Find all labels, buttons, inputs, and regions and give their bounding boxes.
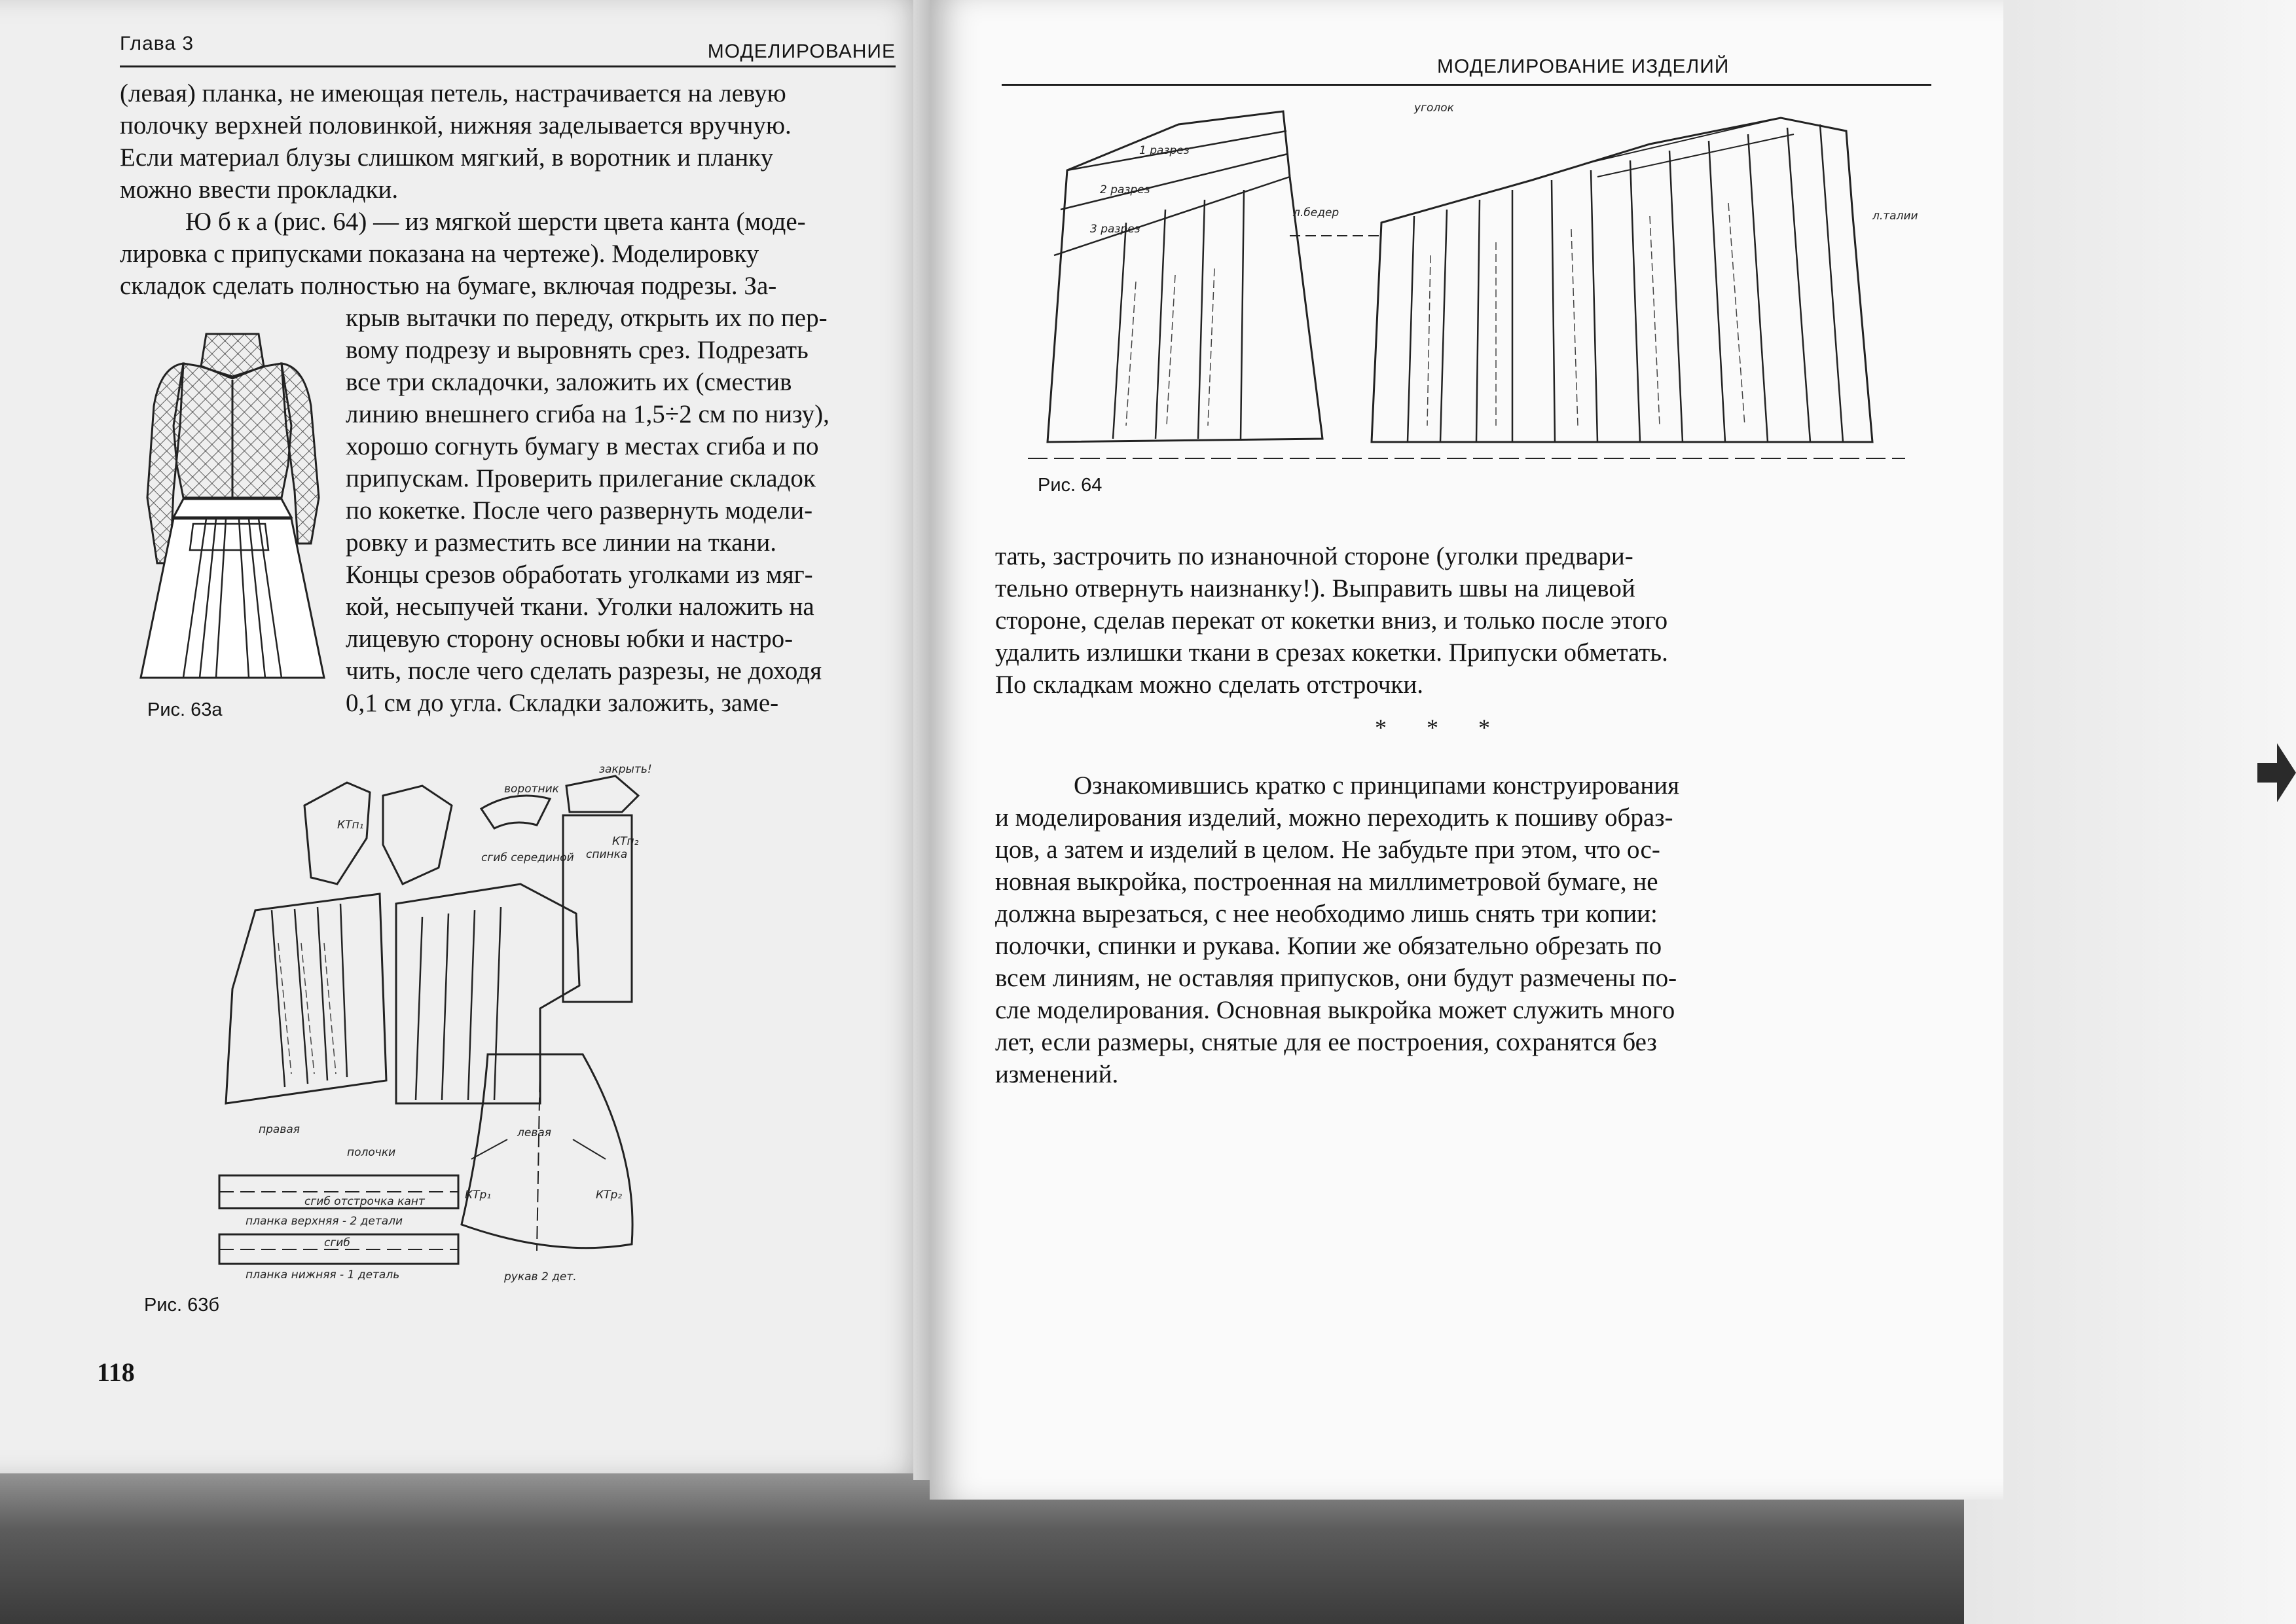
text-line: вому подрезу и выровнять срез. Подрезать [346, 336, 809, 364]
label-razrez1: 1 разрез [1139, 144, 1190, 157]
label-sgib-sredn: сгиб серединой [481, 851, 574, 864]
text-line: ровку и разместить все линии на ткани. [346, 528, 776, 557]
figure-64-caption: Рис. 64 [1038, 475, 1102, 496]
text-line: стороне, сделав перекат от кокетки вниз, и только после этого [995, 606, 1668, 635]
text-line: изменений. [995, 1060, 1119, 1088]
text-line: припускам. Проверить прилегание складок [346, 464, 816, 492]
left-header-rule [120, 65, 896, 67]
text-line: складок сделать полностью на бумаге, включая подрезы. За- [120, 272, 777, 300]
text-line: Ознакомившись кратко с принципами конструирования [1074, 771, 1680, 800]
label-planka-verkh: планка верхняя - 2 детали [246, 1215, 403, 1228]
text-line: новная выкройка, построенная на миллиметровой бумаге, не [995, 868, 1658, 896]
text-line: лет, если размеры, снятые для ее построения, сохранятся без [995, 1028, 1657, 1056]
text-line: сле моделирования. Основная выкройка может служить много [995, 996, 1675, 1024]
text-line: линию внешнего сгиба на 1,5÷2 см по низу), [346, 400, 829, 428]
label-sgib-otstrochka: сгиб отстрочка кант [304, 1195, 425, 1208]
text-line: 0,1 см до угла. Складки заложить, заме- [346, 689, 779, 717]
label-ktr2: КТр₂ [596, 1189, 623, 1202]
left-top-paragraph [120, 77, 896, 302]
label-rukav: рукав 2 дет. [504, 1270, 577, 1283]
text-line: полочку верхней половинкой, нижняя заделывается вручную. [120, 111, 792, 139]
text-line: лировка с припусками показана на чертеже). Моделировку [120, 240, 759, 268]
figure-64-skirt-pattern [995, 85, 1925, 471]
text-line: крыв вытачки по переду, открыть их по пер- [346, 304, 828, 332]
left-header-chapter: Глава 3 [120, 33, 194, 54]
text-line: и моделирования изделий, можно переходить к пошиву образ- [995, 803, 1673, 832]
label-zakryt: закрыть! [599, 763, 652, 776]
section-separator-stars: * * * [1375, 714, 1507, 741]
text-line: все три складочки, заложить их (сместив [346, 368, 792, 396]
text-line: По складкам можно сделать отстрочки. [995, 671, 1423, 699]
right-paragraph-2 [995, 769, 1840, 1090]
text-line: Концы срезов обработать уголками из мяг- [346, 561, 813, 589]
label-vorotnik: воротник [504, 783, 559, 796]
label-polochki: полочки [347, 1146, 396, 1159]
text-line: чить, после чего сделать разрезы, не доходя [346, 657, 822, 685]
text-line: хорошо согнуть бумагу в местах сгиба и по [346, 432, 819, 460]
text-line: Если материал блузы слишком мягкий, в воротник и планку [120, 143, 774, 172]
figure-63b-caption: Рис. 63б [144, 1295, 220, 1316]
left-side-paragraph [346, 302, 896, 719]
text-line: можно ввести прокладки. [120, 175, 399, 204]
label-pravaya: правая [259, 1123, 300, 1136]
figure-63b-pattern-pieces [206, 747, 861, 1310]
text-line: всем линиям, не оставляя припусков, они будут размечены по- [995, 964, 1677, 992]
label-levaya: левая [517, 1126, 551, 1139]
text-line: удалить излишки ткани в срезах кокетки. Припуски обметать. [995, 638, 1668, 667]
left-header-title: МОДЕЛИРОВАНИЕ [707, 41, 896, 62]
label-ktr1: КТр₁ [465, 1189, 492, 1202]
text-line: тельно отвернуть наизнанку!). Выправить швы на лицевой [995, 574, 1635, 602]
text-line: (левая) планка, не имеющая петель, настрачивается на левую [120, 79, 786, 107]
label-razrez2: 2 разрез [1100, 183, 1150, 196]
text-line: полочки, спинки и рукава. Копии же обязательно обрезать по [995, 932, 1662, 960]
right-paragraph-1 [995, 540, 1840, 701]
text-line: тать, застрочить по изнаночной стороне (уголки предвари- [995, 542, 1633, 570]
text-line: лицевую сторону основы юбки и настро- [346, 625, 793, 653]
text-line: Ю б к а (рис. 64) — из мягкой шерсти цвета канта (моде- [185, 208, 806, 236]
page-number-left: 118 [97, 1357, 135, 1387]
figure-63a-dress-sketch [134, 327, 334, 694]
label-razrez3: 3 разрез [1090, 223, 1140, 236]
text-line: кой, несыпучей ткани. Уголки наложить на [346, 593, 814, 621]
label-ktp1: КТп₁ [337, 819, 364, 832]
text-line: по кокетке. После чего развернуть модели- [346, 496, 813, 525]
text-line: должна вырезаться, с нее необходимо лишь снять три копии: [995, 900, 1658, 928]
right-header-title: МОДЕЛИРОВАНИЕ ИЗДЕЛИЙ [1437, 56, 1730, 77]
text-line: цов, а затем и изделий в целом. Не забудьте при этом, что ос- [995, 836, 1660, 864]
label-sgib: сгиб [324, 1236, 350, 1249]
figure-63a-caption: Рис. 63а [147, 699, 223, 720]
scanner-margin-right [1964, 0, 2296, 1624]
label-planka-nizh: планка нижняя - 1 деталь [246, 1268, 400, 1282]
right-page [930, 0, 2003, 1500]
label-bedra: л.бедер [1293, 206, 1339, 219]
label-uzor: уголок [1414, 101, 1454, 115]
label-talii: л.талии [1872, 210, 1918, 223]
left-page [0, 0, 930, 1473]
label-spinka: спинка [586, 848, 628, 861]
arrow-marker-icon [2257, 743, 2296, 802]
label-ktp2: КТп₂ [612, 835, 639, 848]
